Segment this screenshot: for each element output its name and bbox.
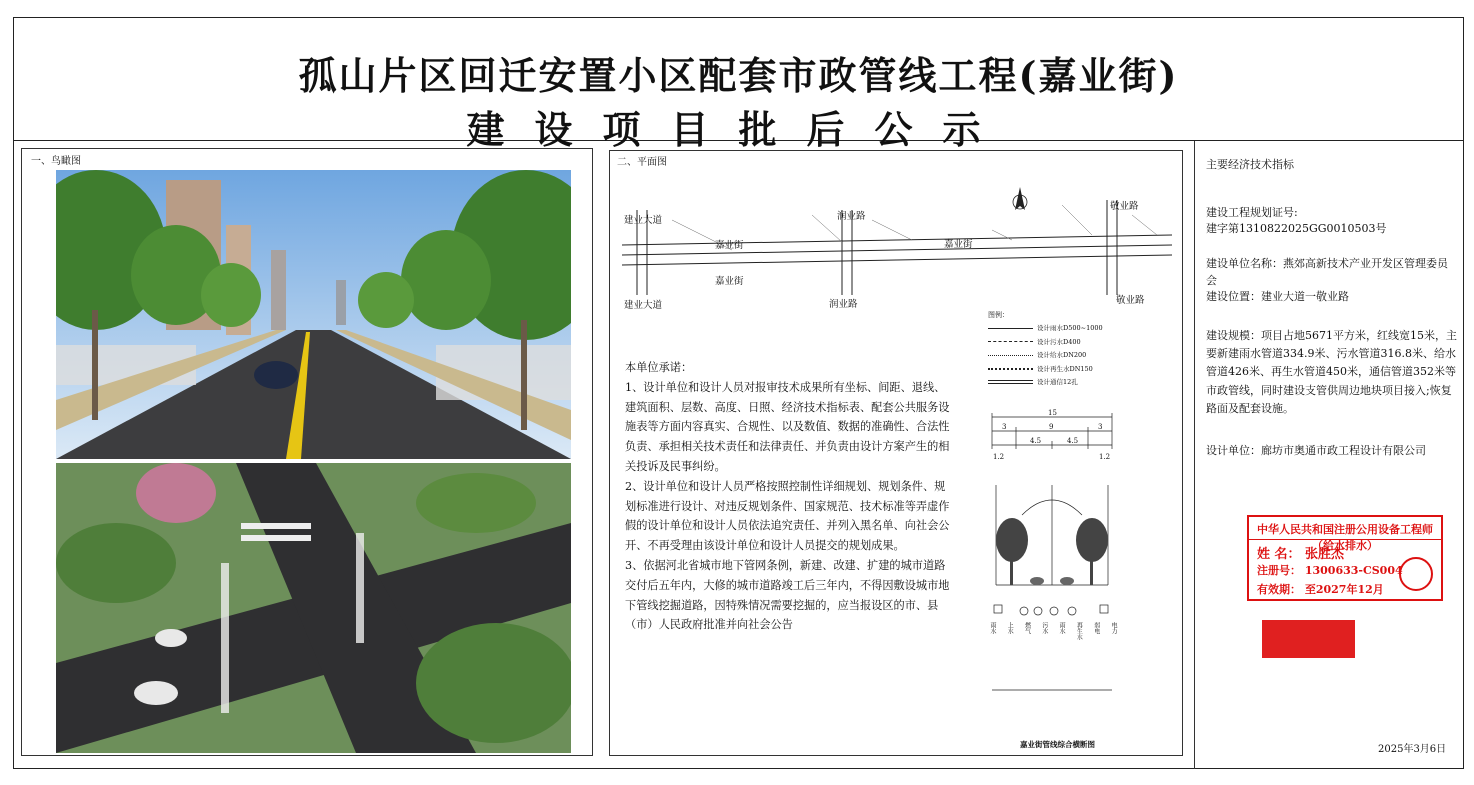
cross-section-slope: 1.2 bbox=[993, 453, 1005, 461]
permit-label: 建设工程规划证号: bbox=[1206, 206, 1298, 219]
cross-section-total-width: 15 bbox=[1048, 409, 1057, 417]
plan-label-jingye-top: 敬业路 bbox=[1110, 201, 1139, 212]
engineer-stamp bbox=[1247, 515, 1443, 601]
plan-label-runye-bottom: 润业路 bbox=[829, 299, 858, 310]
commitment-text bbox=[625, 358, 955, 635]
cross-section-slope: 1.2 bbox=[1099, 453, 1111, 461]
utility-label: 弱电 bbox=[1092, 622, 1100, 634]
stamp-name: 姓 名： 张胜杰 bbox=[1257, 547, 1345, 562]
cross-section-seg: 9 bbox=[1049, 423, 1054, 431]
legend-item: 设计给水DN200 bbox=[988, 349, 1138, 363]
cross-section-utilities bbox=[988, 622, 1118, 640]
cross-section-drawing bbox=[982, 405, 1172, 725]
plan-section-label: 二、平面图 bbox=[617, 157, 667, 168]
construction-scale: 建设规模：项目占地5671平方米，红线宽15米，主要新建雨水管道334.9米、污水管道316.8米、给水管道426米、再生水管道450米，通信管道352米等市政管线，同时建设支管供周边地块项目接入;恢复路面及配套设施。 bbox=[1206, 329, 1457, 415]
plan-label-jiaye-2: 嘉业街 bbox=[715, 276, 744, 287]
column-divider bbox=[1194, 141, 1195, 769]
cross-section-seg: 3 bbox=[1098, 423, 1103, 431]
indicators-heading: 主要经济技术指标 bbox=[1206, 158, 1294, 171]
construction-unit: 建设单位名称：燕郊高新技术产业开发区管理委员会 bbox=[1206, 257, 1448, 287]
stamp-valid: 有效期： 至2027年12月 bbox=[1257, 583, 1384, 596]
legend-item: 设计通信12孔 bbox=[988, 376, 1138, 390]
seal-icon bbox=[1399, 557, 1433, 591]
utility-label: 上水 bbox=[1006, 622, 1014, 634]
stamp-header: 中华人民共和国注册公用设备工程师（给水排水） bbox=[1249, 521, 1441, 540]
publish-date: 2025年3月6日 bbox=[1378, 744, 1447, 755]
legend-item: 设计雨水D500~1000 bbox=[988, 322, 1138, 336]
page-subtitle: 建设项目批后公示 bbox=[466, 107, 1011, 152]
utility-label: 雨水 bbox=[989, 622, 996, 634]
legend-item: 设计污水D400 bbox=[988, 336, 1138, 350]
commitment-paragraph: 3、依据河北省城市地下管网条例，新建、改建、扩建的城市道路交付后五年内，大修的城市道路竣工后三年内，不得因敷设城市地下管线挖掘道路，因特殊情况需要挖掘的，应当报设区的市、县（市）人民政府批准并向社会公告 bbox=[625, 558, 950, 632]
plan-label-jingye-bottom: 敬业路 bbox=[1116, 295, 1145, 306]
approval-stamp-icon bbox=[1262, 620, 1355, 658]
intersection-rendering-image bbox=[56, 463, 571, 753]
title-box bbox=[13, 17, 1464, 152]
utility-label: 雨水 bbox=[1058, 622, 1066, 634]
design-unit: 设计单位：廊坊市奥通市政工程设计有限公司 bbox=[1206, 444, 1426, 457]
plan-label-jianye-bottom: 建业大道 bbox=[624, 300, 663, 311]
aerial-section-label: 一、鸟瞰图 bbox=[31, 156, 81, 167]
plan-label-runye-top: 润业路 bbox=[837, 211, 866, 222]
cross-section-seg: 3 bbox=[1002, 423, 1007, 431]
legend-item: 设计再生水DN150 bbox=[988, 363, 1138, 377]
page-title: 孤山片区回迁安置小区配套市政管线工程(嘉业街) bbox=[298, 53, 1179, 98]
cross-section-lane: 4.5 bbox=[1067, 437, 1079, 445]
street-rendering-image bbox=[56, 170, 571, 459]
utility-label: 电力 bbox=[1109, 622, 1117, 634]
commitment-paragraph: 1、设计单位和设计人员对报审技术成果所有坐标、间距、退线、建筑面积、层数、高度、日照、经济技术指标表、配套公共服务设施表等方面内容真实、合规性、以及数值、数据的准确性、合法性负责、承担相关技术责任和法律责任、并负责由设计方案产生的相关投诉及民事纠纷。 bbox=[625, 380, 950, 473]
cross-section-lane: 4.5 bbox=[1030, 437, 1042, 445]
stamp-reg: 注册号： 1300633-CS004 bbox=[1257, 564, 1403, 577]
commitment-paragraph: 2、设计单位和设计人员严格按照控制性详细规划、规划条件、规划标准进行设计、对违反规划条件、国家规范、技术标准等弄虚作假的设计单位和设计人员依法追究责任、并列入黑名单、向社会公开、不再受理由该设计单位和设计人员提交的规划成果。 bbox=[625, 479, 950, 553]
plan-label-jianye-top: 建业大道 bbox=[624, 215, 663, 226]
legend bbox=[988, 322, 1138, 390]
utility-label: 再生水 bbox=[1075, 622, 1083, 640]
plan-drawing bbox=[612, 180, 1182, 320]
plan-label-jiaye-3: 嘉业街 bbox=[944, 239, 973, 250]
utility-label: 燃气 bbox=[1023, 622, 1031, 634]
commitment-heading: 本单位承诺： bbox=[625, 361, 693, 374]
plan-label-jiaye-1: 嘉业街 bbox=[715, 240, 744, 251]
cross-section-title: 嘉业街管线综合横断图 bbox=[1020, 740, 1095, 749]
utility-label: 污水 bbox=[1040, 622, 1048, 634]
construction-location: 建设位置：建业大道一敬业路 bbox=[1206, 290, 1349, 303]
legend-title: 图例： bbox=[988, 311, 1009, 319]
permit-value: 建字第1310822025GG0010503号 bbox=[1206, 222, 1387, 235]
